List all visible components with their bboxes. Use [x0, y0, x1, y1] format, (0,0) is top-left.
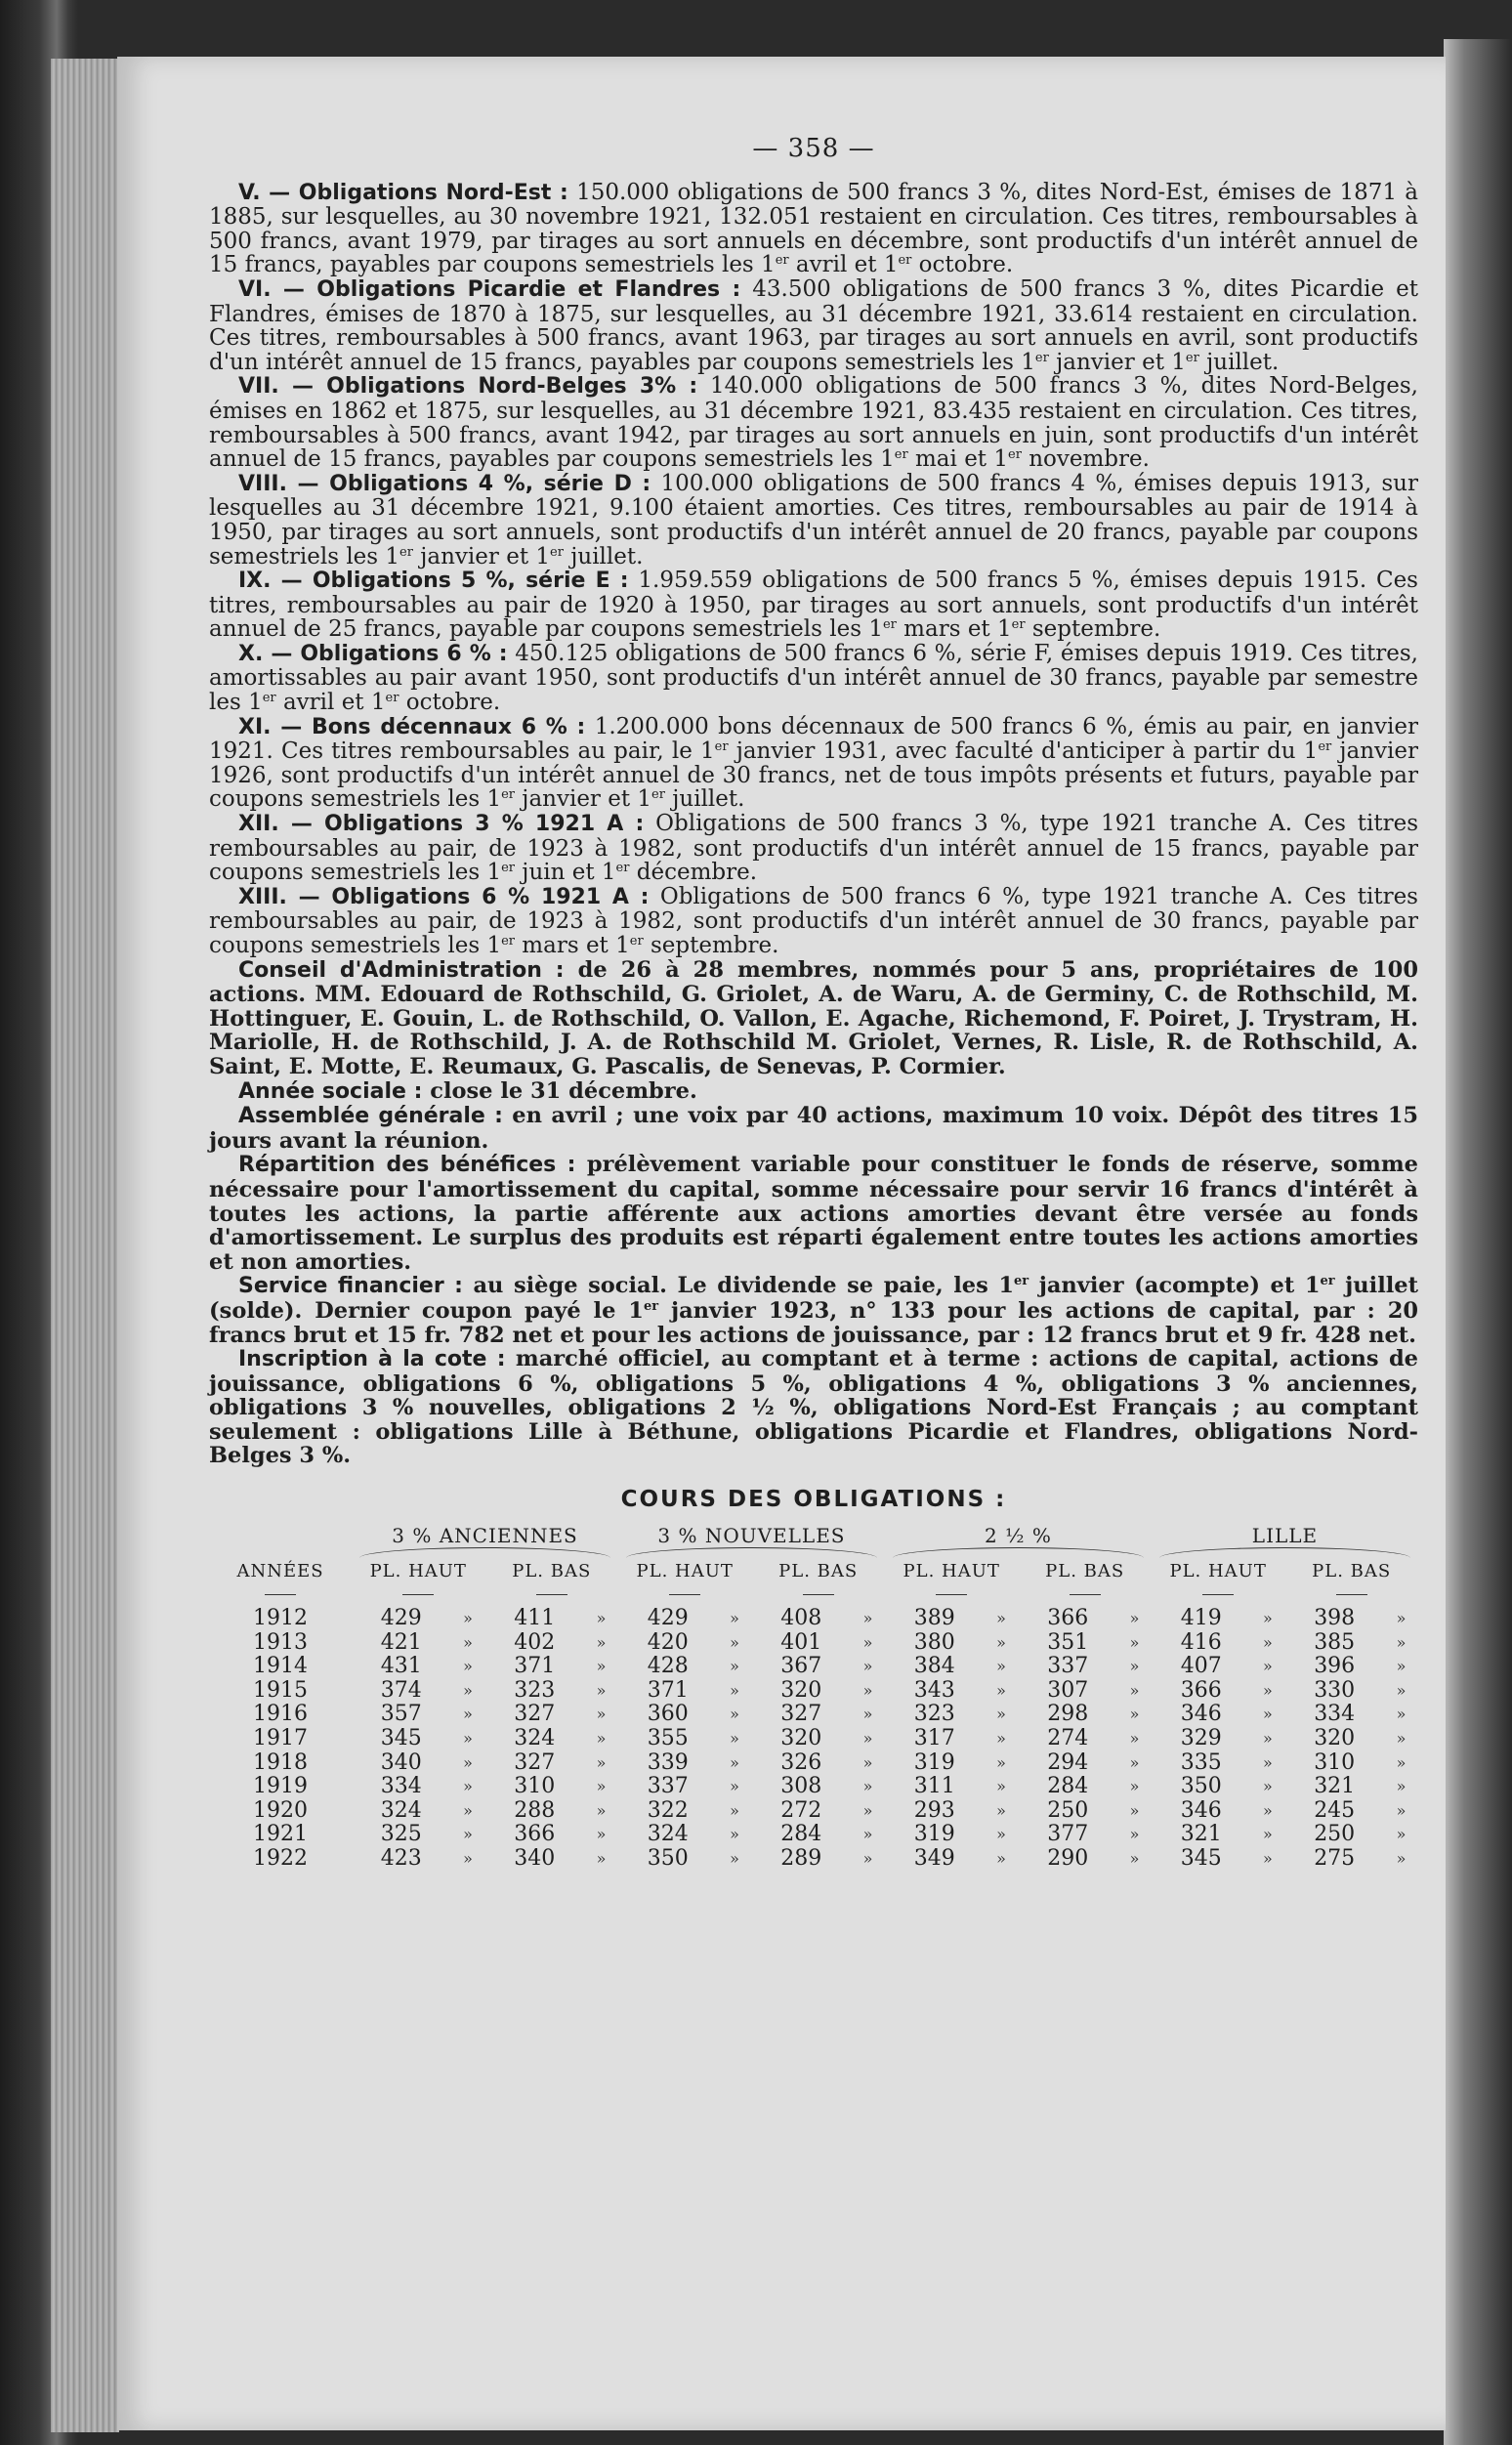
year-cell: 1912	[253, 1605, 308, 1630]
value-cell: 307	[1047, 1677, 1089, 1703]
value-cell: 329	[1180, 1725, 1222, 1750]
ditto-mark: »	[1263, 1608, 1273, 1627]
value-cell: 346	[1180, 1797, 1222, 1823]
ditto-mark: »	[1396, 1728, 1407, 1748]
paragraph	[209, 1153, 1418, 1274]
value-cell: 319	[913, 1749, 955, 1775]
value-cell: 346	[1180, 1702, 1222, 1727]
ditto-mark: »	[730, 1752, 739, 1772]
value-cell: 355	[647, 1725, 689, 1750]
ditto-mark: »	[463, 1777, 473, 1796]
value-cell: 310	[1314, 1749, 1356, 1775]
value-cell: 421	[380, 1629, 422, 1655]
dash	[265, 1594, 296, 1595]
value-cell: 289	[780, 1845, 822, 1871]
paragraph	[209, 958, 1418, 1079]
ditto-mark: »	[1263, 1777, 1273, 1796]
ditto-mark: »	[862, 1728, 873, 1748]
paragraph-heading: VII. — Obligations Nord-Belges 3% :	[238, 374, 698, 400]
ditto-mark: »	[996, 1608, 1006, 1627]
value-cell: 319	[913, 1822, 955, 1847]
value-cell: 367	[780, 1654, 822, 1679]
value-cell: 284	[780, 1822, 822, 1847]
col-low-header: PL. BAS	[778, 1560, 859, 1581]
ditto-mark: »	[463, 1608, 473, 1627]
value-cell: 407	[1180, 1654, 1222, 1679]
ditto-mark: »	[996, 1705, 1006, 1724]
paragraph-text: 150.000 obligations de 500 francs 3 %, dites Nord-Est, émises de 1871 à 1885, sur lesquelles, au 30 novembre 1921, 132.051 restaient en circulation. Ces titres, remboursables à 500 francs, avant 1979, par tirages au sort annuels en décembre, sont productifs d'un intérêt annuel de 15 francs, payables par coupons semestriels les 1er avril et 1er octobre.	[209, 179, 1418, 278]
paragraph	[209, 1347, 1418, 1468]
ditto-mark: »	[1129, 1777, 1140, 1796]
cours-table-body	[209, 1607, 1418, 1872]
ditto-mark: »	[596, 1777, 607, 1796]
value-cell: 337	[1047, 1654, 1089, 1679]
ditto-mark: »	[463, 1680, 473, 1700]
dash	[1336, 1594, 1367, 1595]
dash	[1070, 1594, 1101, 1595]
value-cell: 327	[780, 1702, 822, 1727]
value-cell: 288	[514, 1797, 556, 1823]
value-cell: 377	[1047, 1822, 1089, 1847]
value-cell: 274	[1047, 1725, 1089, 1750]
paragraph	[209, 715, 1418, 812]
ditto-mark: »	[730, 1657, 739, 1676]
ditto-mark: »	[596, 1728, 607, 1748]
value-cell: 323	[514, 1677, 556, 1703]
paragraph	[209, 642, 1418, 715]
ditto-mark: »	[1263, 1657, 1273, 1676]
ditto-mark: »	[1263, 1680, 1273, 1700]
page-content	[209, 134, 1419, 1871]
paragraph-text: au siège social. Le dividende se paie, les 1er janvier (acompte) et 1er juillet (solde). Dernier coupon payé le 1er janvier 1923, n° 133 pour les actions de capital, par : 20 francs brut et 15 fr. 782 net et pour les actions de jouissance, par : 12 francs brut et 9 fr. 428 net.	[209, 1273, 1419, 1348]
ditto-mark: »	[1129, 1752, 1140, 1772]
paragraph	[209, 1274, 1418, 1347]
table-row	[209, 1607, 1418, 1631]
paragraph-heading: VIII. — Obligations 4 %, série D :	[238, 471, 651, 496]
value-cell: 349	[913, 1845, 955, 1871]
value-cell: 340	[514, 1845, 556, 1871]
ditto-mark: »	[1129, 1680, 1140, 1700]
table-row	[209, 1655, 1418, 1679]
table-row	[209, 1798, 1418, 1823]
ditto-mark: »	[1263, 1752, 1273, 1772]
ditto-mark: »	[1129, 1705, 1140, 1724]
paragraph	[209, 374, 1418, 471]
paragraph-heading: XI. — Bons décennaux 6 % :	[238, 714, 586, 739]
paragraph-heading: Service financier :	[238, 1274, 463, 1299]
group-header: LILLE	[1152, 1518, 1418, 1558]
year-cell: 1913	[253, 1629, 308, 1655]
value-cell: 317	[913, 1725, 955, 1750]
paragraph-heading: XIII. — Obligations 6 % 1921 A :	[238, 884, 650, 909]
ditto-mark: »	[1263, 1800, 1273, 1820]
value-cell: 357	[380, 1702, 422, 1727]
ditto-mark: »	[1129, 1657, 1140, 1676]
ditto-mark: »	[1396, 1825, 1407, 1844]
paragraph-heading: VI. — Obligations Picardie et Flandres :	[238, 276, 741, 302]
col-low-header: PL. BAS	[1045, 1560, 1125, 1581]
ditto-mark: »	[996, 1632, 1006, 1652]
value-cell: 320	[780, 1725, 822, 1750]
paragraph-heading: Année sociale :	[238, 1078, 423, 1104]
ditto-mark: »	[1129, 1800, 1140, 1820]
group-header: 3 % NOUVELLES	[618, 1518, 885, 1558]
value-cell: 396	[1314, 1654, 1356, 1679]
ditto-mark: »	[730, 1848, 739, 1868]
value-cell: 366	[514, 1822, 556, 1847]
value-cell: 311	[913, 1774, 955, 1799]
ditto-mark: »	[730, 1728, 739, 1748]
value-cell: 325	[380, 1822, 422, 1847]
col-low-header: PL. BAS	[512, 1560, 592, 1581]
col-high-header: PL. HAUT	[636, 1560, 734, 1581]
year-cell: 1917	[253, 1725, 308, 1750]
year-cell: 1919	[253, 1774, 308, 1799]
paragraph-heading: V. — Obligations Nord-Est :	[238, 180, 568, 205]
ditto-mark: »	[1396, 1680, 1407, 1700]
ditto-mark: »	[730, 1705, 739, 1724]
ditto-mark: »	[996, 1657, 1006, 1676]
value-cell: 371	[647, 1677, 689, 1703]
page-stack-edge	[51, 59, 119, 2432]
value-cell: 327	[514, 1749, 556, 1775]
value-cell: 350	[647, 1845, 689, 1871]
paragraph	[209, 181, 1418, 277]
value-cell: 401	[780, 1629, 822, 1655]
value-cell: 290	[1047, 1845, 1089, 1871]
ditto-mark: »	[1396, 1632, 1407, 1652]
paragraph-text: en avril ; une voix par 40 actions, maximum 10 voix. Dépôt des titres 15 jours avant la réunion.	[209, 1103, 1418, 1154]
ditto-mark: »	[596, 1848, 607, 1868]
group-header: 2 ½ %	[885, 1518, 1152, 1558]
value-cell: 419	[1180, 1605, 1222, 1630]
value-cell: 308	[780, 1774, 822, 1799]
paragraph-text: 140.000 obligations de 500 francs 3 %, dites Nord-Belges, émises en 1862 et 1875, sur lesquelles, au 31 décembre 1921, 83.435 restaient en circulation. Ces titres, remboursables à 500 francs, avant 1942, par tirages au sort annuels en juin, sont productifs d'un intérêt annuel de 15 francs, payables par coupons semestriels les 1er mai et 1er novembre.	[209, 373, 1418, 473]
ditto-mark: »	[730, 1800, 739, 1820]
ditto-mark: »	[1396, 1657, 1407, 1676]
dash	[803, 1594, 834, 1595]
value-cell: 275	[1314, 1845, 1356, 1871]
value-cell: 408	[780, 1605, 822, 1630]
year-cell: 1916	[253, 1702, 308, 1727]
paragraph-text: de 26 à 28 membres, nommés pour 5 ans, propriétaires de 100 actions. MM. Edouard de Rothschild, G. Griolet, A. de Waru, A. de Germiny, C. de Rothschild, M. Hottinguer, E. Gouin, L. de Rothschild, O. Vallon, E. Agache, Richemond, F. Poiret, J. Trystram, H. Mariolle, H. de Rothschild, J. A. de Rothschild M. Griolet, Vernes, R. Lisle, R. de Rothschild, A. Saint, E. Motte, E. Reumaux, G. Pascalis, de Senevas, P. Cormier.	[209, 956, 1418, 1079]
value-cell: 398	[1314, 1605, 1356, 1630]
table-row	[209, 1727, 1418, 1751]
col-high-header: PL. HAUT	[369, 1560, 467, 1581]
paragraph	[209, 472, 1418, 569]
paragraph-text: 1.959.559 obligations de 500 francs 5 %, émises depuis 1915. Ces titres, remboursables au pair de 1920 à 1950, par tirages au sort annuels, sont productifs d'un intérêt annuel de 25 francs, payable par coupons semestriels les 1er mars et 1er septembre.	[209, 568, 1418, 643]
ditto-mark: »	[1396, 1752, 1407, 1772]
group-brace	[626, 1547, 877, 1558]
value-cell: 384	[913, 1654, 955, 1679]
value-cell: 351	[1047, 1629, 1089, 1655]
value-cell: 385	[1314, 1629, 1356, 1655]
ditto-mark: »	[1129, 1608, 1140, 1627]
group-brace	[893, 1547, 1144, 1558]
table-row	[209, 1847, 1418, 1872]
table-row	[209, 1630, 1418, 1655]
value-cell: 320	[780, 1677, 822, 1703]
table-row	[209, 1823, 1418, 1847]
paragraph-text: marché officiel, au comptant et à terme : actions de capital, actions de jouissance, obligations 6 %, obligations 5 %, obligations 4 %, obligations 3 % anciennes, obligations 3 % nouvelles, obligations 2 ½ %, obligations Nord-Est Français ; au comptant seulement : obligations Lille à Béthune, obligations Picardie et Flandres, obligations Nord-Belges 3 %.	[209, 1346, 1418, 1469]
value-cell: 324	[647, 1822, 689, 1847]
ditto-mark: »	[996, 1728, 1006, 1748]
ditto-mark: »	[730, 1680, 739, 1700]
year-cell: 1914	[253, 1654, 308, 1679]
ditto-mark: »	[1263, 1705, 1273, 1724]
paragraph-text: Obligations de 500 francs 6 %, type 1921 tranche A. Ces titres remboursables au pair, de 1923 à 1982, sont productifs d'un intérêt annuel de 30 francs, payable par coupons semestriels les 1er mars et 1er septembre.	[209, 883, 1418, 958]
value-cell: 345	[380, 1725, 422, 1750]
value-cell: 321	[1180, 1822, 1222, 1847]
value-cell: 423	[380, 1845, 422, 1871]
ditto-mark: »	[1396, 1848, 1407, 1868]
value-cell: 339	[647, 1749, 689, 1775]
year-cell: 1921	[253, 1822, 308, 1847]
value-cell: 431	[380, 1654, 422, 1679]
value-cell: 324	[380, 1797, 422, 1823]
ditto-mark: »	[463, 1728, 473, 1748]
book-binding-edge	[1444, 39, 1512, 2445]
table-row	[209, 1750, 1418, 1775]
value-cell: 343	[913, 1677, 955, 1703]
ditto-mark: »	[1396, 1705, 1407, 1724]
ditto-mark: »	[1396, 1777, 1407, 1796]
value-cell: 420	[647, 1629, 689, 1655]
paragraph-heading: IX. — Obligations 5 %, série E :	[238, 569, 629, 594]
dash	[936, 1594, 967, 1595]
ditto-mark: »	[463, 1800, 473, 1820]
ditto-mark: »	[1129, 1825, 1140, 1844]
ditto-mark: »	[996, 1680, 1006, 1700]
value-cell: 429	[647, 1605, 689, 1630]
ditto-mark: »	[596, 1825, 607, 1844]
ditto-mark: »	[862, 1800, 873, 1820]
col-high-header: PL. HAUT	[1169, 1560, 1267, 1581]
ditto-mark: »	[996, 1777, 1006, 1796]
paragraph-text: 1.200.000 bons décennaux de 500 francs 6 %, émis au pair, en janvier 1921. Ces titres remboursables au pair, le 1er janvier 1931, avec faculté d'anticiper à partir du 1er janvier 1926, sont productifs d'un intérêt annuel de 30 francs, net de tous impôts présents et futurs, payable par coupons semestriels les 1er janvier et 1er juillet.	[209, 713, 1418, 813]
table-row	[209, 1703, 1418, 1727]
year-cell: 1915	[253, 1677, 308, 1703]
ditto-mark: »	[862, 1680, 873, 1700]
value-cell: 402	[514, 1629, 556, 1655]
dash	[402, 1594, 434, 1595]
ditto-mark: »	[862, 1657, 873, 1676]
ditto-mark: »	[1129, 1632, 1140, 1652]
value-cell: 323	[913, 1702, 955, 1727]
page-number: — 358 —	[752, 134, 875, 163]
ditto-mark: »	[463, 1657, 473, 1676]
ditto-mark: »	[862, 1632, 873, 1652]
value-cell: 334	[380, 1774, 422, 1799]
dash	[536, 1594, 567, 1595]
paragraph	[209, 812, 1418, 885]
paragraph	[209, 1104, 1418, 1153]
ditto-mark: »	[1129, 1728, 1140, 1748]
group-brace	[359, 1547, 610, 1558]
value-cell: 250	[1314, 1822, 1356, 1847]
col-low-header: PL. BAS	[1312, 1560, 1392, 1581]
ditto-mark: »	[862, 1705, 873, 1724]
value-cell: 293	[913, 1797, 955, 1823]
ditto-mark: »	[996, 1800, 1006, 1820]
ditto-mark: »	[1129, 1848, 1140, 1868]
table-row	[209, 1775, 1418, 1799]
value-cell: 350	[1180, 1774, 1222, 1799]
ditto-mark: »	[1263, 1848, 1273, 1868]
paragraph	[209, 885, 1418, 958]
paragraph	[209, 569, 1418, 642]
ditto-mark: »	[996, 1825, 1006, 1844]
paragraph	[209, 1079, 1418, 1105]
group-header: 3 % ANCIENNES	[352, 1518, 618, 1558]
value-cell: 250	[1047, 1797, 1089, 1823]
ditto-mark: »	[596, 1705, 607, 1724]
group-header-row	[209, 1518, 1418, 1558]
ditto-mark: »	[862, 1848, 873, 1868]
value-cell: 429	[380, 1605, 422, 1630]
value-cell: 330	[1314, 1677, 1356, 1703]
ditto-mark: »	[596, 1632, 607, 1652]
value-cell: 324	[514, 1725, 556, 1750]
year-cell: 1922	[253, 1845, 308, 1871]
value-cell: 366	[1047, 1605, 1089, 1630]
paragraph-text: close le 31 décembre.	[422, 1077, 697, 1104]
ditto-mark: »	[730, 1632, 739, 1652]
paragraph-text: Obligations de 500 francs 3 %, type 1921 tranche A. Ces titres remboursables au pair, de 1923 à 1982, sont productifs d'un intérêt annuel de 15 francs, payable par coupons semestriels les 1er juin et 1er décembre.	[209, 811, 1418, 886]
ditto-mark: »	[1263, 1632, 1273, 1652]
value-cell: 428	[647, 1654, 689, 1679]
cours-table	[209, 1518, 1418, 1872]
ditto-mark: »	[996, 1848, 1006, 1868]
value-cell: 416	[1180, 1629, 1222, 1655]
value-cell: 345	[1180, 1845, 1222, 1871]
column-header-row	[209, 1558, 1418, 1583]
header-dash-row	[209, 1583, 1418, 1607]
value-cell: 321	[1314, 1774, 1356, 1799]
value-cell: 310	[514, 1774, 556, 1799]
paragraph-text: 100.000 obligations de 500 francs 4 %, émises depuis 1913, sur lesquelles au 31 décembre 1921, 9.100 étaient amorties. Ces titres, remboursables au pair de 1914 à 1950, par tirages au sort annuels, sont productifs d'un intérêt annuel de 20 francs, payable par coupons semestriels les 1er janvier et 1er juillet.	[209, 470, 1418, 569]
paragraph-heading: Répartition des bénéfices :	[238, 1153, 576, 1178]
paragraph-heading: Assemblée générale :	[238, 1104, 503, 1129]
value-cell: 320	[1314, 1725, 1356, 1750]
ditto-mark: »	[463, 1705, 473, 1724]
value-cell: 337	[647, 1774, 689, 1799]
ditto-mark: »	[862, 1825, 873, 1844]
value-cell: 389	[913, 1605, 955, 1630]
paragraph	[209, 277, 1418, 374]
ditto-mark: »	[596, 1657, 607, 1676]
ditto-mark: »	[596, 1752, 607, 1772]
value-cell: 322	[647, 1797, 689, 1823]
ditto-mark: »	[730, 1608, 739, 1627]
value-cell: 360	[647, 1702, 689, 1727]
paragraph-heading: X. — Obligations 6 % :	[238, 641, 508, 666]
ditto-mark: »	[463, 1632, 473, 1652]
paragraph-text: prélèvement variable pour constituer le fonds de réserve, somme nécessaire pour l'amortissement du capital, somme nécessaire pour servir 16 francs d'intérêt à toutes les actions, la partie afférente aux actions amorties devant être versée au fonds d'amortissement. Le surplus des produits est réparti également entre toutes les actions amorties et non amorties.	[209, 1152, 1418, 1275]
ditto-mark: »	[596, 1608, 607, 1627]
ditto-mark: »	[730, 1825, 739, 1844]
ditto-mark: »	[1396, 1608, 1407, 1627]
value-cell: 374	[380, 1677, 422, 1703]
paragraph-heading: XII. — Obligations 3 % 1921 A :	[238, 812, 645, 837]
ditto-mark: »	[862, 1752, 873, 1772]
value-cell: 371	[514, 1654, 556, 1679]
paragraph-text: 450.125 obligations de 500 francs 6 %, série F, émises depuis 1919. Ces titres, amortissables au pair avant 1950, sont productifs d'un intérêt annuel de 30 francs, payable par semestre les 1er avril et 1er octobre.	[209, 640, 1418, 716]
col-high-header: PL. HAUT	[903, 1560, 1000, 1581]
dash	[669, 1594, 700, 1595]
dash	[1202, 1594, 1234, 1595]
year-header: ANNÉES	[236, 1560, 324, 1581]
value-cell: 245	[1314, 1797, 1356, 1823]
ditto-mark: »	[596, 1680, 607, 1700]
value-cell: 298	[1047, 1702, 1089, 1727]
ditto-mark: »	[1396, 1800, 1407, 1820]
value-cell: 294	[1047, 1749, 1089, 1775]
value-cell: 284	[1047, 1774, 1089, 1799]
ditto-mark: »	[1263, 1728, 1273, 1748]
ditto-mark: »	[463, 1848, 473, 1868]
value-cell: 335	[1180, 1749, 1222, 1775]
value-cell: 366	[1180, 1677, 1222, 1703]
value-cell: 340	[380, 1749, 422, 1775]
ditto-mark: »	[996, 1752, 1006, 1772]
paragraph-list	[209, 181, 1418, 1468]
year-cell: 1920	[253, 1797, 308, 1823]
paragraph-heading: Inscription à la cote :	[238, 1347, 506, 1372]
paragraph-heading: Conseil d'Administration :	[238, 957, 565, 983]
ditto-mark: »	[862, 1608, 873, 1627]
cours-title: COURS DES OBLIGATIONS :	[620, 1487, 1007, 1513]
ditto-mark: »	[730, 1777, 739, 1796]
table-row	[209, 1678, 1418, 1703]
value-cell: 334	[1314, 1702, 1356, 1727]
ditto-mark: »	[463, 1825, 473, 1844]
value-cell: 411	[514, 1605, 556, 1630]
ditto-mark: »	[596, 1800, 607, 1820]
value-cell: 380	[913, 1629, 955, 1655]
group-brace	[1159, 1547, 1410, 1558]
ditto-mark: »	[1263, 1825, 1273, 1844]
value-cell: 327	[514, 1702, 556, 1727]
year-cell: 1918	[253, 1749, 308, 1775]
paragraph-text: 43.500 obligations de 500 francs 3 %, dites Picardie et Flandres, émises de 1870 à 1875, sur lesquelles, au 31 décembre 1921, 33.614 restaient en circulation. Ces titres, remboursables à 500 francs, avant 1963, par tirages au sort annuels en avril, sont productifs d'un intérêt annuel de 15 francs, payables par coupons semestriels les 1er janvier et 1er juillet.	[209, 275, 1418, 375]
ditto-mark: »	[862, 1777, 873, 1796]
ditto-mark: »	[463, 1752, 473, 1772]
value-cell: 326	[780, 1749, 822, 1775]
value-cell: 272	[780, 1797, 822, 1823]
